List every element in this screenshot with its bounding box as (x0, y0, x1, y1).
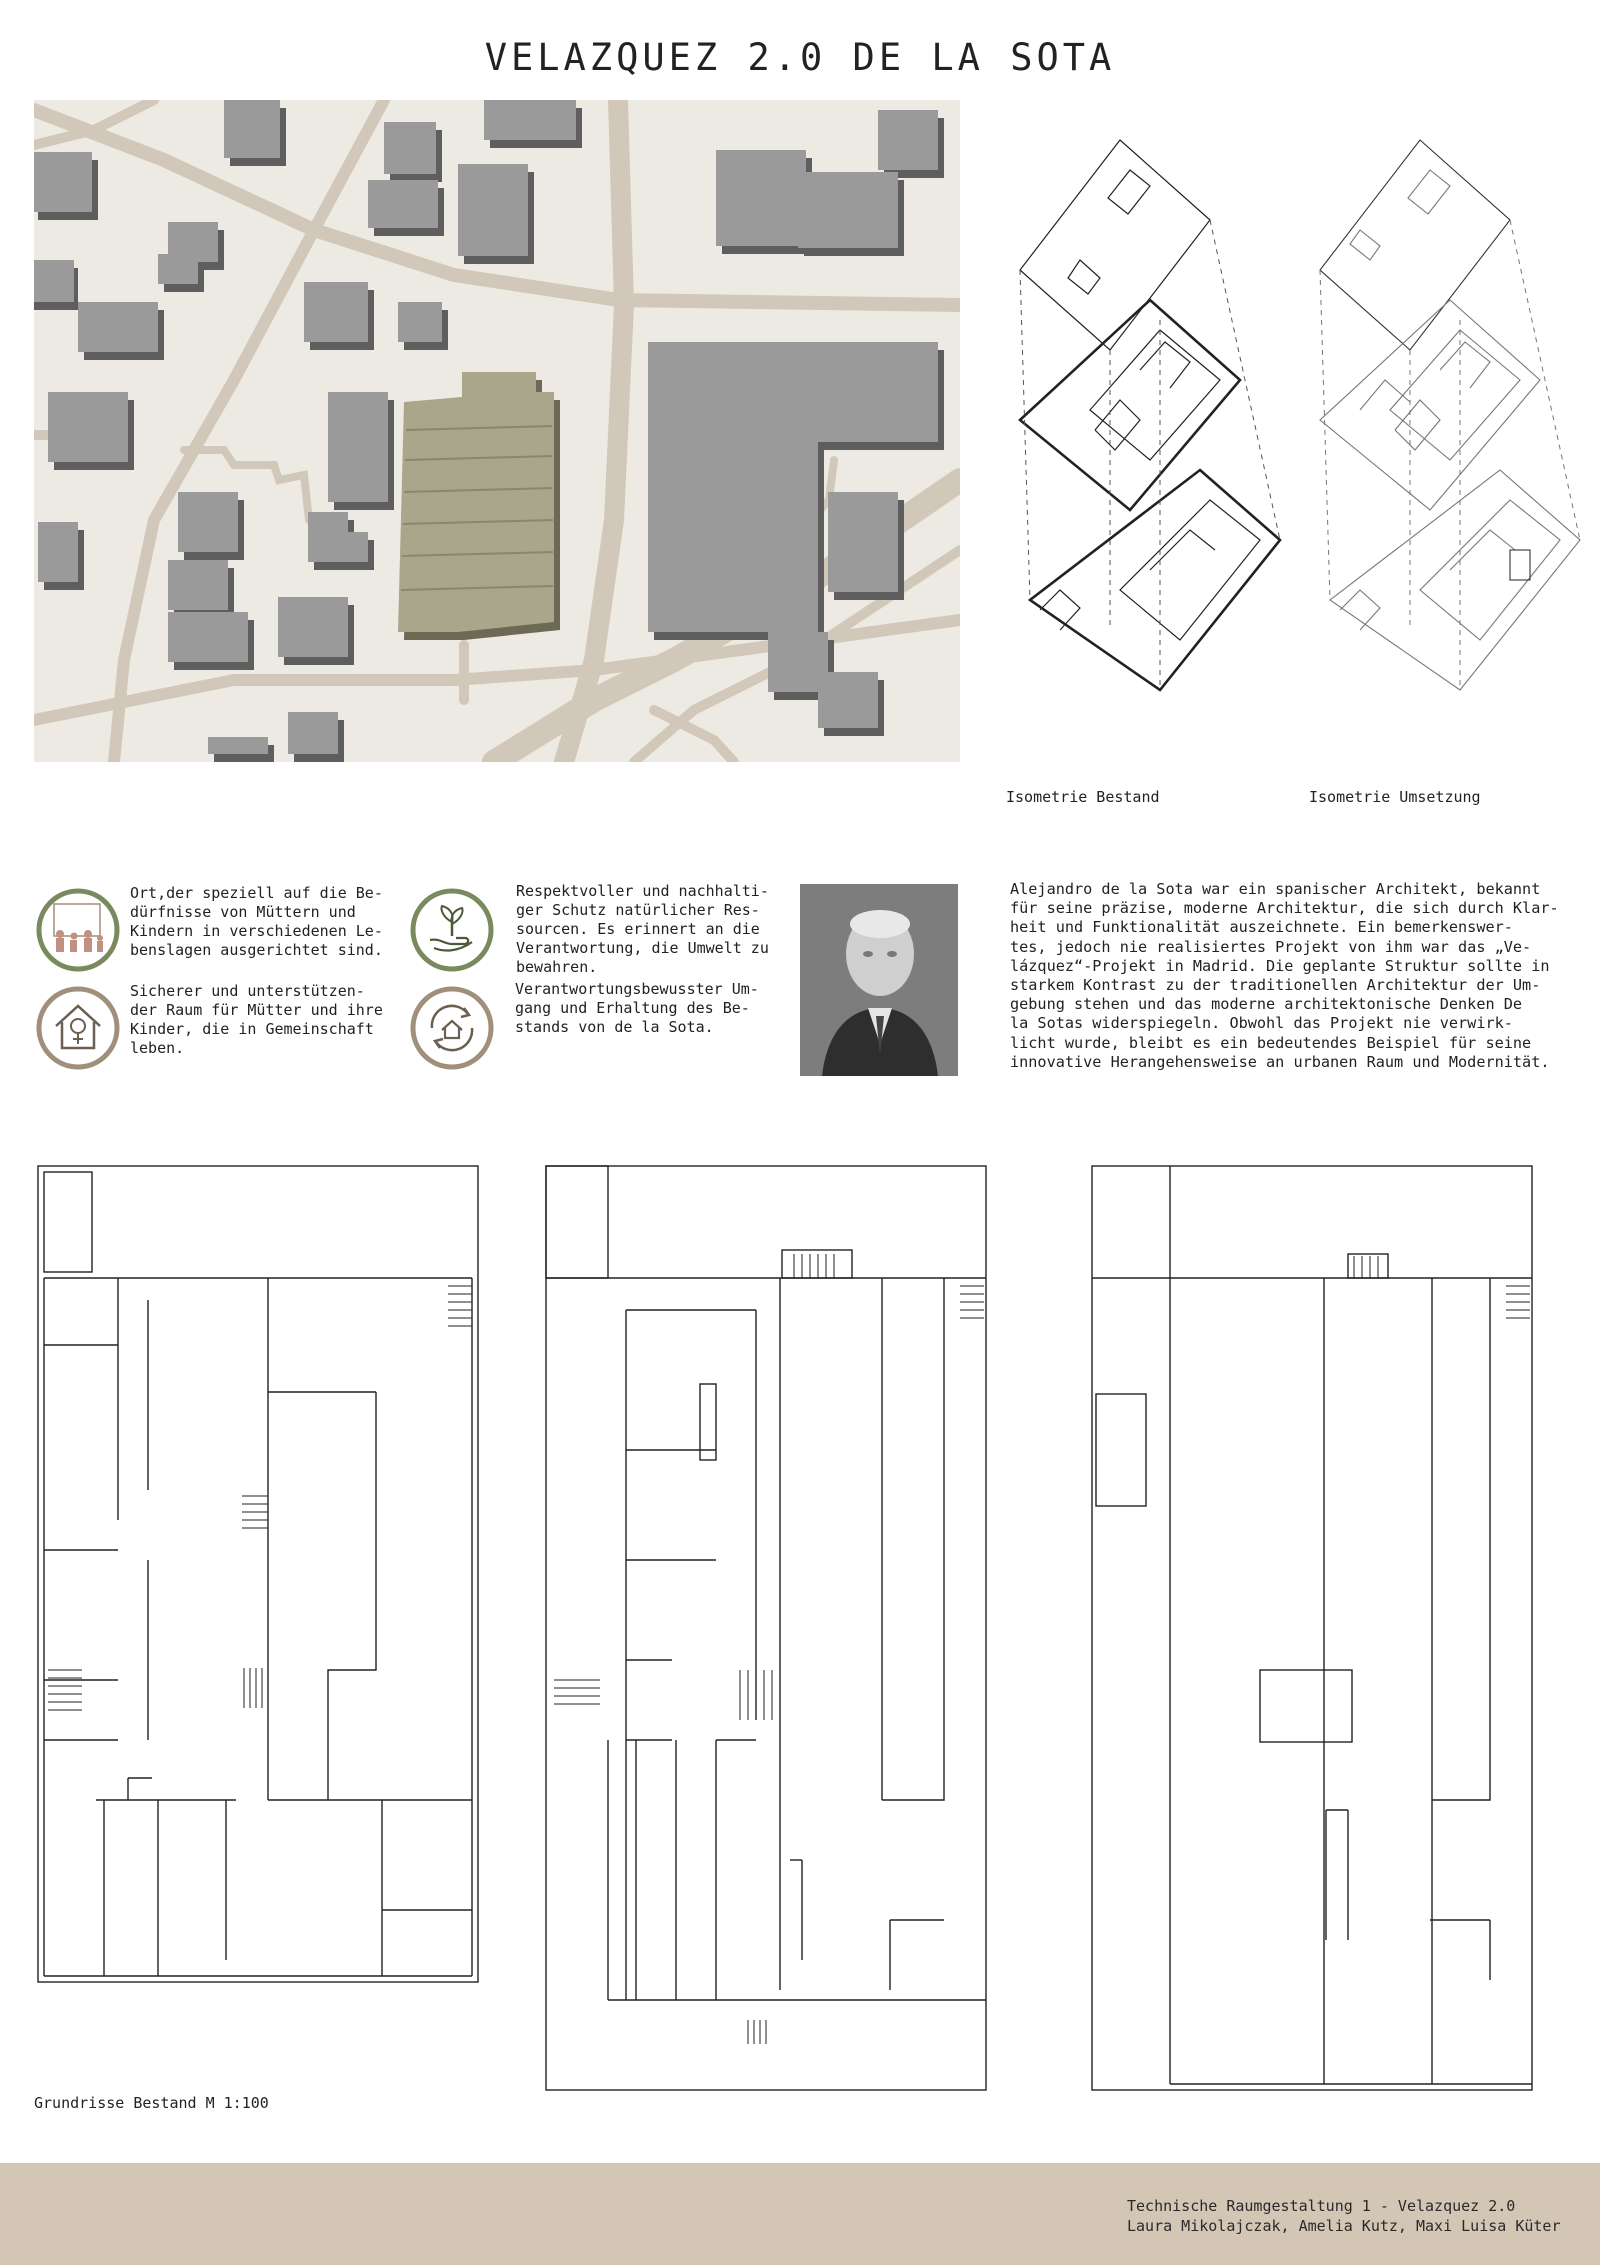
isometry-proposal-caption: Isometrie Umsetzung (1309, 788, 1481, 806)
footer-authors: Laura Mikolajczak, Amelia Kutz, Maxi Luisa Küter (1127, 2217, 1561, 2235)
bio-text: Alejandro de la Sota war ein spanischer Architekt, bekannt für seine präzise, moderne Architektur, die sich durch Klar- heit und Funktionalität auszeichnete. Ein bemerkenswer- tes, jedoch nie realisiertes Projekt von ihm war das „Ve- lázquez“-Projekt in Madrid. Die geplante Struktur sollte in starkem Kontrast zu der traditionellen Architektur der Um- gebung stehen und das moderne architektonische Denken De la Sotas widerspiegeln. Obwohl das Projekt nie verwirk- licht wurde, bleibt es ein bedeutendes Beispiel für seine innovative Herangehensweise an urbanen Raum und Modernität. (1010, 880, 1559, 1071)
plant-hand-icon (410, 888, 494, 972)
floor-plan-3 (1090, 1160, 1536, 2096)
page-title: VELAZQUEZ 2.0 DE LA SOTA (484, 36, 1116, 79)
isometry-existing-caption: Isometrie Bestand (1006, 788, 1160, 806)
concept-text-4: Verantwortungsbewusster Um- gang und Erhaltung des Be- stands von de la Sota. (515, 980, 759, 1036)
family-icon (36, 888, 120, 972)
isometry-proposal-drawing (1300, 130, 1590, 750)
concept-text-3: Respektvoller und nachhalti- ger Schutz natürlicher Res- sourcen. Es erinnert an die Verantwortung, die Umwelt zu bewahren. (516, 882, 769, 976)
concept-text-1: Ort,der speziell auf die Be- dürfnisse von Müttern und Kindern in verschiedenen Le- benslagen ausgerichtet sind. (130, 884, 383, 959)
floor-plan-2 (544, 1160, 990, 2096)
recycle-house-icon (410, 986, 494, 1070)
project-building (398, 372, 560, 640)
floor-plans-caption: Grundrisse Bestand M 1:100 (34, 2094, 269, 2112)
footer-course: Technische Raumgestaltung 1 - Velazquez 2.0 (1127, 2197, 1516, 2215)
isometry-existing-drawing (1000, 130, 1290, 750)
floor-plan-1 (36, 1160, 482, 1990)
concept-text-2: Sicherer und unterstützen- der Raum für Mütter und ihre Kinder, die in Gemeinschaft leben. (130, 982, 383, 1057)
site-plan-map (34, 100, 960, 762)
footer-credits (1127, 2196, 1560, 2236)
portrait-photo (800, 884, 958, 1076)
house-female-icon (36, 986, 120, 1070)
